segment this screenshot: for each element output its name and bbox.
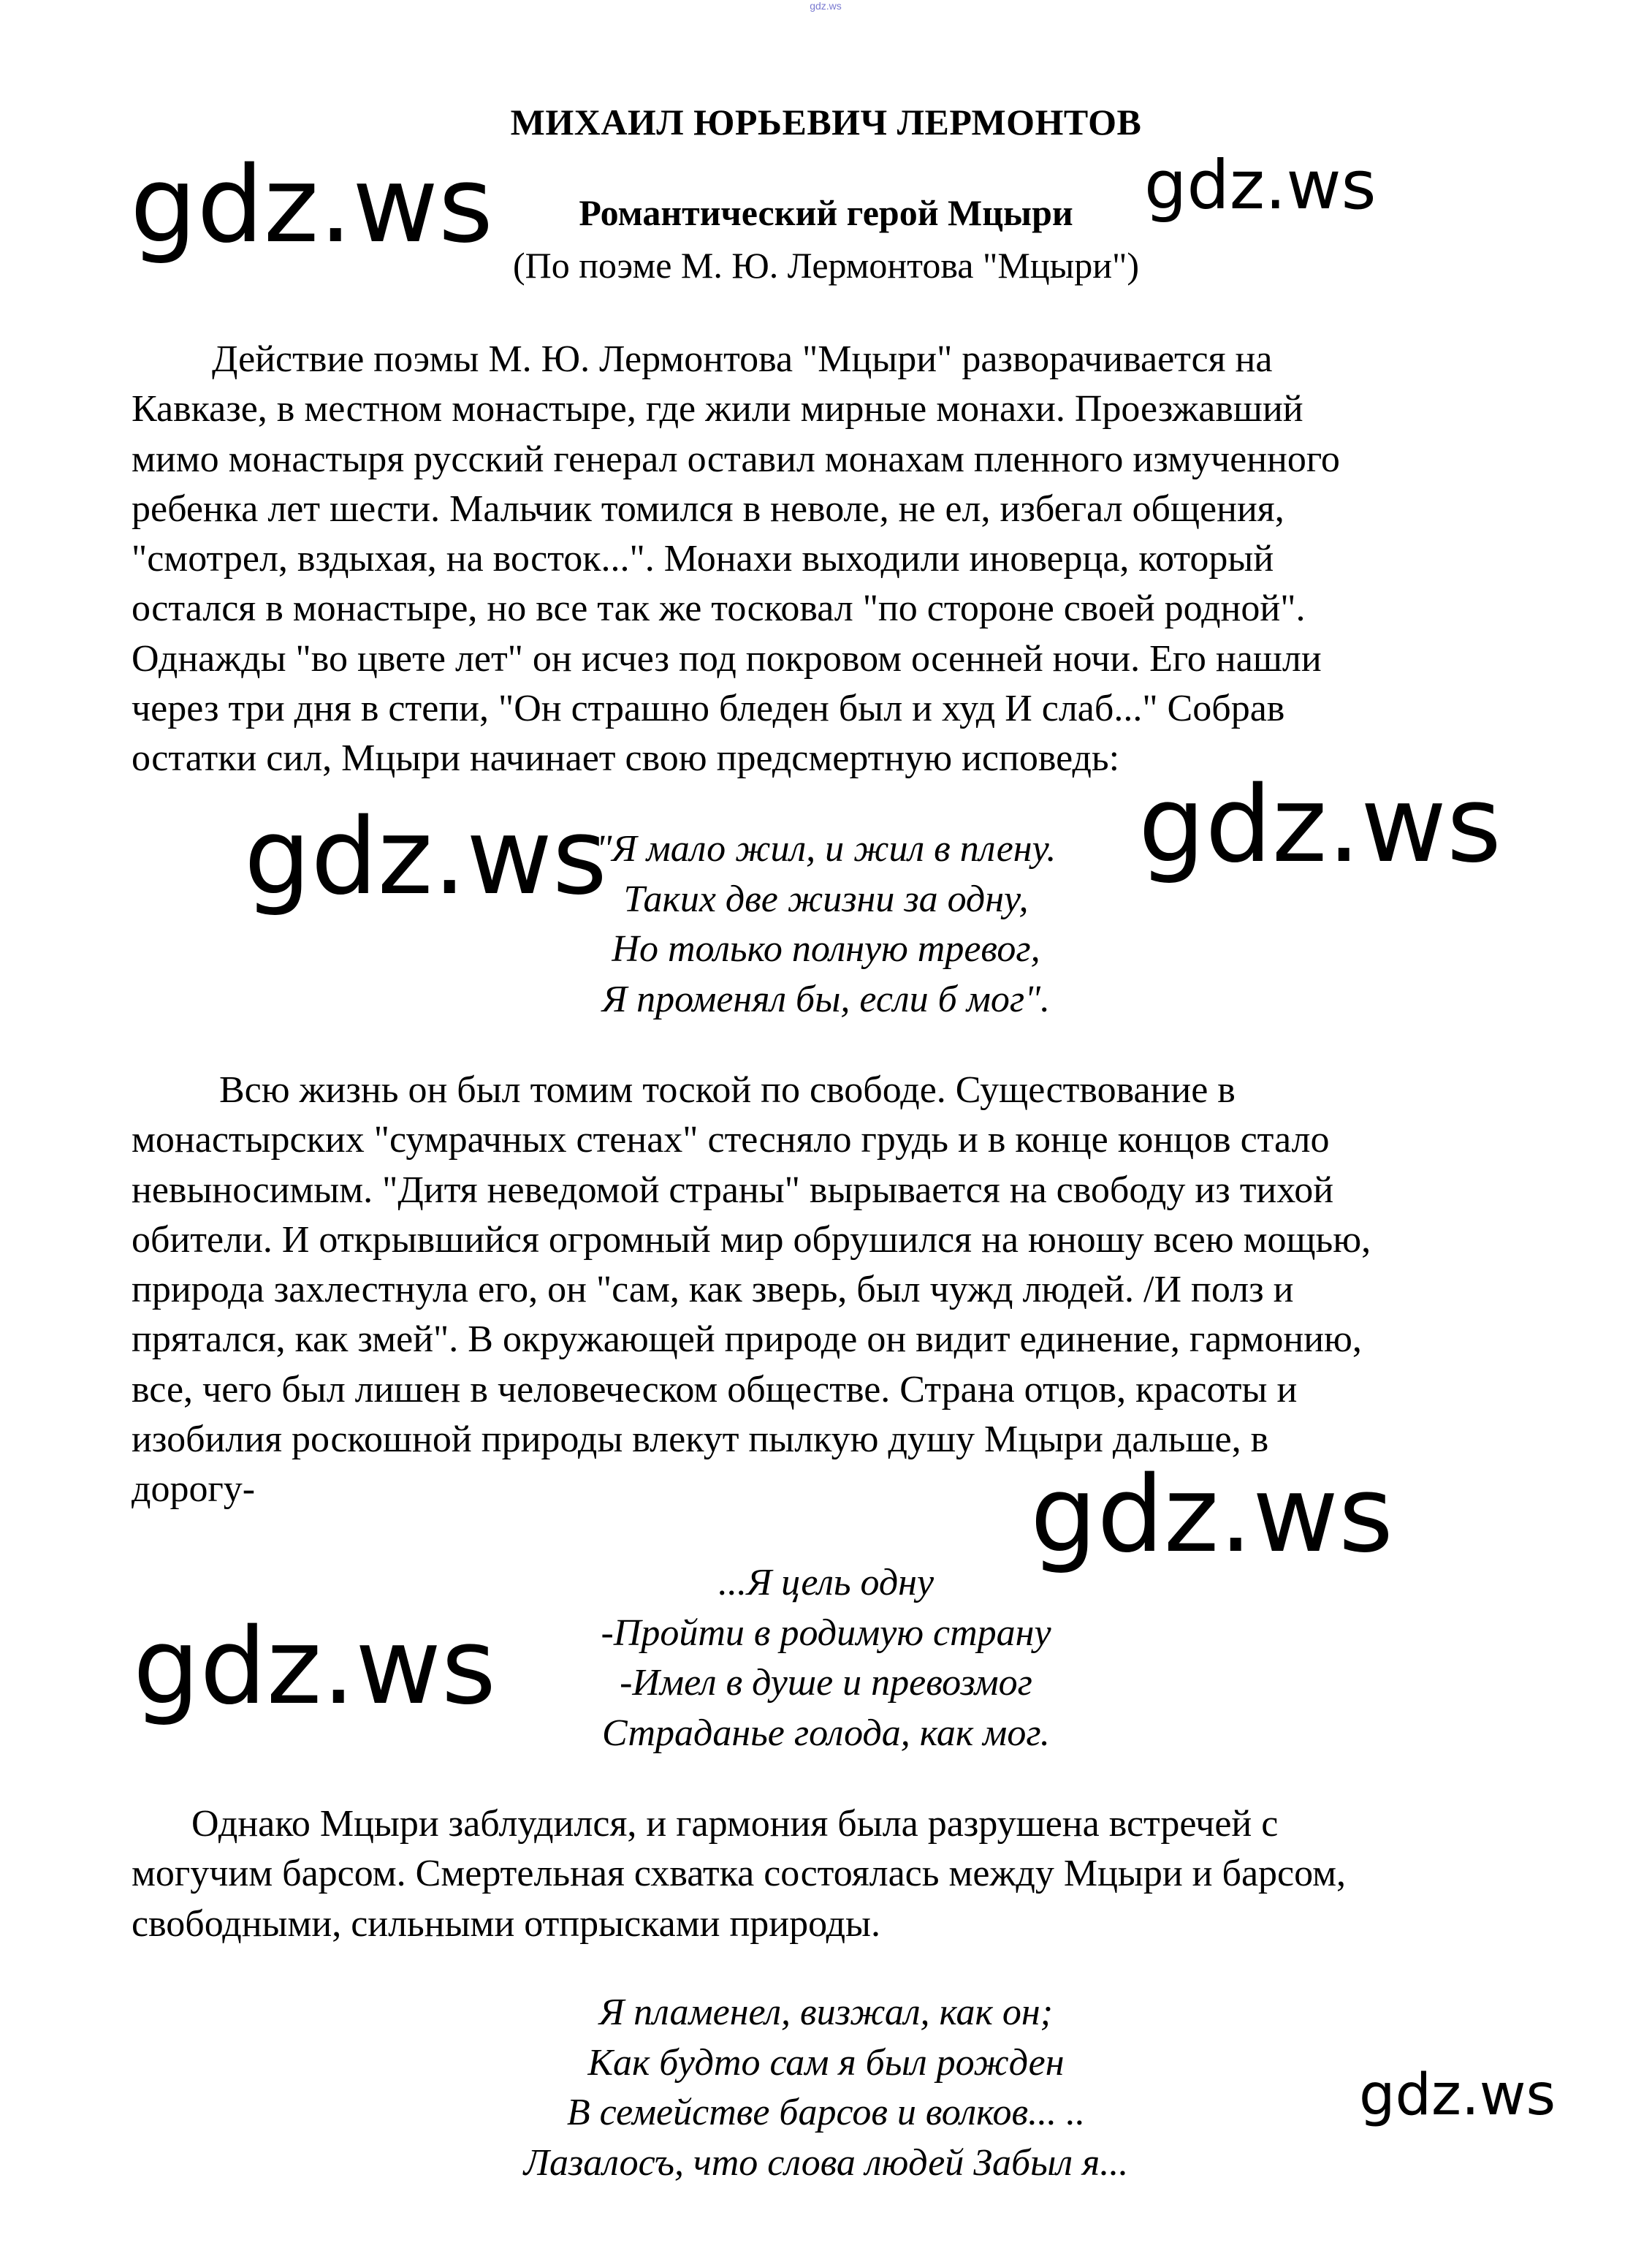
paragraph-line: прятался, как змей". В окружающей природе он видит единение, гармонию, — [132, 1318, 1362, 1361]
watermark: gdz.ws — [244, 795, 607, 918]
paragraph-line: ребенка лет шести. Мальчик томился в неволе, не ел, избегал общения, — [132, 487, 1284, 530]
paragraph-line: через три дня в степи, "Он страшно бледен был и худ И слаб..." Собрав — [132, 688, 1285, 730]
essay-subtitle: (По поэме М. Ю. Лермонтова "Мцыри") — [512, 245, 1140, 286]
paragraph-line: Всю жизнь он был томим тоской по свободе. Существование в — [219, 1069, 1236, 1111]
paragraph-line: остался в монастыре, но все так же тосковал "по стороне своей родной". — [132, 588, 1306, 630]
essay-title: Романтический герой Мцыри — [579, 192, 1073, 233]
paragraph-line: Кавказе, в местном монастыре, где жили мирные монахи. Проезжавший — [132, 388, 1303, 430]
poem-line: Но только полную тревог, — [612, 928, 1040, 970]
paragraph-2 — [132, 1066, 1549, 1515]
poem-line: Как будто сам я был рожден — [587, 2041, 1065, 2084]
paragraph-line: дорогу- — [132, 1468, 256, 1511]
poem-line: -Имел в душе и превозмог — [620, 1662, 1032, 1704]
paragraph-line: природа захлестнула его, он "сам, как зверь, был чужд людей. /И полз и — [132, 1269, 1294, 1311]
paragraph-line: изобилия роскошной природы влекут пылкую душу Мцыри дальше, в — [132, 1419, 1269, 1461]
top-watermark: gdz.ws — [810, 0, 842, 12]
paragraph-line: обители. И открывшийся огромный мир обрушился на юношу всею мощью, — [132, 1218, 1371, 1261]
paragraph-line: мимо монастыря русский генерал оставил монахам пленного измученного — [132, 438, 1340, 480]
paragraph-line: невыносимым. "Дитя неведомой страны" вырывается на свободу из тихой — [132, 1169, 1334, 1211]
paragraph-line: "смотрел, вздыхая, на восток...". Монахи выходили иноверца, который — [132, 538, 1274, 580]
poem-line: Страданье голода, как мог. — [602, 1712, 1050, 1754]
paragraph-3 — [132, 1799, 1549, 1949]
watermark: gdz.ws — [130, 143, 493, 266]
poem-line: Я пламенел, визжал, как он; — [598, 1992, 1053, 2033]
poem-line: Я променял бы, если б мог". — [601, 978, 1051, 1020]
watermark: gdz.ws — [1138, 763, 1501, 886]
poem-line: В семействе барсов и волков... .. — [566, 2092, 1086, 2133]
watermark: gdz.ws — [1359, 2062, 1556, 2128]
paragraph-line: могучим барсом. Смертельная схватка состоялась между Мцыри и барсом, — [132, 1853, 1347, 1895]
poem-line: -Пройти в родимую страну — [601, 1611, 1051, 1654]
paragraph-line: Однажды "во цвете лет" он исчез под покровом осенней ночи. Его нашли — [132, 637, 1322, 680]
watermark: gdz.ws — [1144, 146, 1377, 224]
paragraph-line: остатки сил, Мцыри начинает свою предсмертную исповедь: — [132, 737, 1120, 780]
poem-line: "Я мало жил, и жил в плену. — [595, 828, 1057, 870]
watermark: gdz.ws — [133, 1605, 496, 1728]
poem-line: Таких две жизни за одну, — [623, 878, 1029, 920]
paragraph-1 — [132, 335, 1549, 784]
poem-line: ...Я цель одну — [717, 1562, 935, 1603]
author-heading: МИХАИЛ ЮРЬЕВИЧ ЛЕРМОНТОВ — [510, 102, 1142, 143]
paragraph-line: все, чего был лишен в человеческом обществе. Страна отцов, красоты и — [132, 1368, 1298, 1411]
watermark: gdz.ws — [1030, 1453, 1393, 1576]
paragraph-line: свободными, сильными отпрысками природы. — [132, 1902, 880, 1945]
poem-line: Лазалосъ, что слова людей Забыл я... — [523, 2141, 1129, 2184]
paragraph-line: Действие поэмы М. Ю. Лермонтова "Мцыри" разворачивается на — [212, 338, 1273, 380]
paragraph-line: Однако Мцыри заблудился, и гармония была разрушена встречей с — [191, 1803, 1279, 1845]
paragraph-line: монастырских "сумрачных стенах" стесняло грудь и в конце концов стало — [132, 1119, 1330, 1161]
